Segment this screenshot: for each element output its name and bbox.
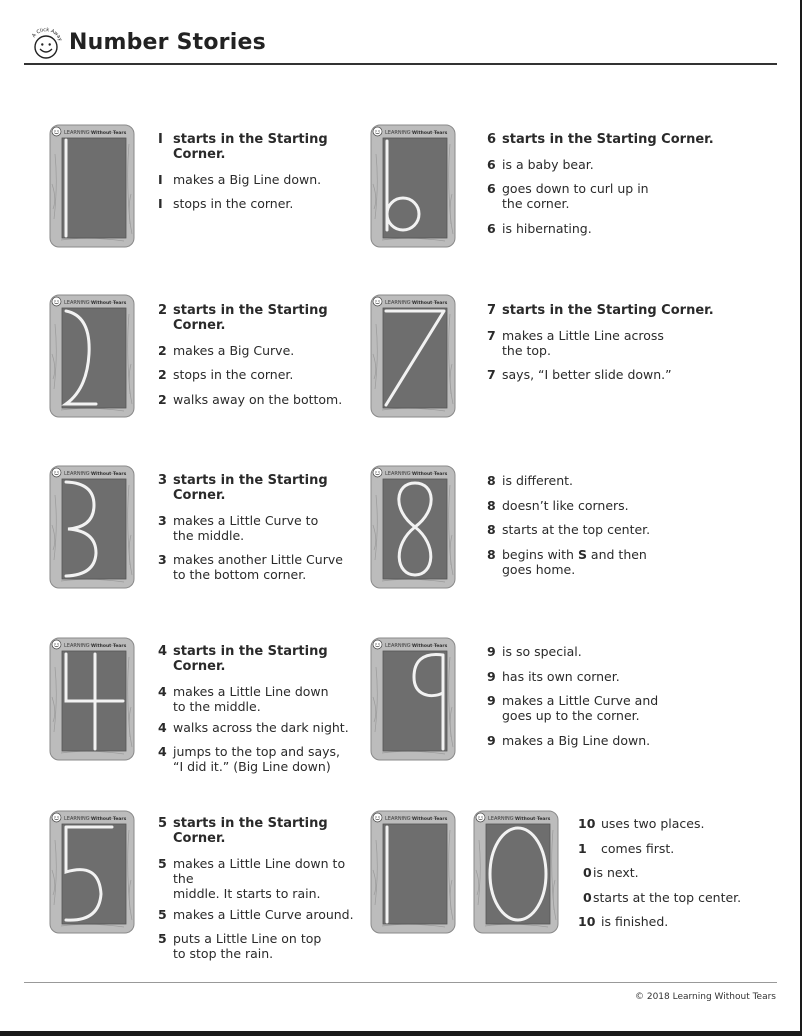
slate-brand-label: LEARNING <box>488 816 514 822</box>
story-numeral: 9 <box>487 732 496 748</box>
story-text: starts in the Starting Corner. <box>173 644 328 674</box>
slate-numeral-5 <box>49 810 135 934</box>
slate-illustration <box>49 124 135 248</box>
story-text: walks across the dark night. <box>173 719 349 735</box>
slate-numeral-1 <box>49 124 135 248</box>
story-line <box>578 841 778 856</box>
story-numeral: 2 <box>158 367 167 382</box>
story-text: to the bottom corner. <box>173 567 307 582</box>
story-numeral-6 <box>487 132 727 245</box>
story-line <box>578 914 778 929</box>
slate-illustration <box>49 637 135 761</box>
header-divider <box>24 63 777 65</box>
story-numeral: 5 <box>158 855 167 871</box>
slate-illustration <box>370 810 456 934</box>
story-text: to the middle. <box>173 698 261 714</box>
story-numeral: 9 <box>487 644 496 659</box>
story-numeral-5 <box>158 816 368 971</box>
story-line <box>487 328 727 358</box>
story-numeral: 4 <box>158 744 167 759</box>
story-text: makes a Little Line across <box>502 327 664 343</box>
story-line <box>487 644 727 659</box>
story-numeral: 2 <box>158 391 167 407</box>
story-line <box>578 865 778 880</box>
story-numeral-7 <box>487 303 727 392</box>
story-text: the middle. <box>173 527 245 543</box>
story-numeral: I <box>158 171 163 187</box>
slate-brand-label: Without Tears <box>412 644 448 649</box>
story-line <box>487 522 727 537</box>
story-line <box>487 367 727 382</box>
svg-text:A Click Away: A Click Away <box>31 27 64 43</box>
slate-brand-label: LEARNING <box>385 471 411 477</box>
story-line <box>158 343 358 358</box>
slate-numeral-10-digit-1 <box>370 810 456 934</box>
story-line <box>158 931 368 961</box>
slate-brand-label: LEARNING <box>64 816 90 822</box>
slate-numeral-6 <box>370 124 456 248</box>
story-numeral: I <box>158 132 163 147</box>
story-line <box>158 132 358 162</box>
story-numeral-1 <box>158 132 358 221</box>
story-text: uses two places. <box>601 816 705 831</box>
slate-brand-label: LEARNING <box>64 643 90 649</box>
slate-numeral-4 <box>49 637 135 761</box>
slate-brand-label: Without Tears <box>91 817 127 822</box>
story-text: is different. <box>502 473 574 488</box>
story-text: makes a Little Curve and <box>502 693 659 708</box>
story-line <box>487 132 727 147</box>
story-line <box>578 816 778 831</box>
story-line <box>158 644 358 674</box>
story-numeral: 7 <box>487 303 497 318</box>
slate-illustration <box>473 810 559 934</box>
story-numeral: 3 <box>158 512 167 528</box>
story-numeral-4 <box>158 644 358 784</box>
story-line <box>487 473 727 488</box>
story-line <box>578 890 778 905</box>
story-text: starts in the Starting Corner. <box>502 132 714 147</box>
story-numeral: 7 <box>487 367 496 382</box>
story-text: makes another Little Curve <box>173 552 343 567</box>
story-text: makes a Big Curve. <box>173 342 295 358</box>
slate-illustration <box>370 637 456 761</box>
story-numeral: 2 <box>158 303 168 318</box>
story-text: starts in the Starting Corner. <box>173 303 328 333</box>
story-numeral: 8 <box>487 522 496 537</box>
story-line <box>487 221 727 236</box>
slate-numeral-2 <box>49 294 135 418</box>
page-header <box>24 24 777 64</box>
story-numeral: 4 <box>158 683 167 699</box>
footer-divider <box>24 982 777 983</box>
story-text: comes first. <box>601 840 675 856</box>
story-line <box>487 498 727 513</box>
story-text: has its own corner. <box>502 668 620 684</box>
story-numeral: 9 <box>487 693 496 708</box>
slate-numeral-3 <box>49 465 135 589</box>
slate-brand-label: LEARNING <box>64 130 90 136</box>
story-line <box>158 513 358 543</box>
story-text: starts in the Starting Corner. <box>173 816 328 846</box>
slate-brand-label: LEARNING <box>385 300 411 306</box>
story-text: starts at the top center. <box>593 889 742 905</box>
slate-brand-label: Without Tears <box>91 644 127 649</box>
story-text: says, “I better slide down.” <box>502 367 672 382</box>
slate-brand-label: Without Tears <box>412 472 448 477</box>
story-line <box>158 473 358 503</box>
story-line <box>158 172 358 187</box>
slate-numeral-8 <box>370 465 456 589</box>
story-numeral: 3 <box>158 473 168 488</box>
page-border-bottom <box>0 1031 802 1036</box>
story-text: goes up to the corner. <box>502 708 640 723</box>
slate-numeral-10-digit-0 <box>473 810 559 934</box>
smiley-face-icon <box>28 26 64 62</box>
story-text: begins with S and then <box>502 546 647 562</box>
story-numeral: 0 <box>583 865 592 880</box>
story-numeral: 3 <box>158 552 167 567</box>
story-text: makes a Little Curve to <box>173 512 319 528</box>
story-line <box>158 303 358 333</box>
story-line <box>158 196 358 211</box>
story-numeral: 6 <box>487 220 496 236</box>
slate-brand-label: Without Tears <box>91 472 127 477</box>
slate-brand-label: LEARNING <box>64 471 90 477</box>
story-numeral-9 <box>487 644 727 757</box>
slate-illustration <box>370 465 456 589</box>
story-text: to stop the rain. <box>173 946 274 961</box>
slate-illustration <box>49 294 135 418</box>
story-numeral-2 <box>158 303 358 416</box>
story-text: is hibernating. <box>502 220 592 236</box>
story-line <box>158 552 358 582</box>
story-numeral: 10 <box>578 816 596 831</box>
story-text: stops in the corner. <box>173 367 294 382</box>
story-line <box>158 720 358 735</box>
story-numeral: 4 <box>158 644 168 659</box>
story-numeral: 9 <box>487 668 496 684</box>
story-text: jumps to the top and says, <box>173 744 341 759</box>
story-numeral: 6 <box>487 181 496 196</box>
story-text: the top. <box>502 342 551 358</box>
story-text: is next. <box>593 865 639 880</box>
story-numeral: 6 <box>487 156 496 172</box>
story-text: the corner. <box>502 196 570 211</box>
story-line <box>158 684 358 714</box>
story-text: middle. It starts to rain. <box>173 885 321 901</box>
slate-brand-label: Without Tears <box>412 301 448 306</box>
story-line <box>158 907 368 922</box>
slate-brand-label: Without Tears <box>91 131 127 136</box>
story-text: is a baby bear. <box>502 156 594 172</box>
story-text: makes a Little Curve around. <box>173 906 354 922</box>
story-numeral: 8 <box>487 546 496 562</box>
story-text: stops in the corner. <box>173 196 294 211</box>
story-line <box>158 816 368 846</box>
story-numeral: 8 <box>487 473 496 488</box>
slate-brand-label: Without Tears <box>515 817 551 822</box>
slate-brand-label: LEARNING <box>64 300 90 306</box>
slate-brand-label: LEARNING <box>385 816 411 822</box>
story-numeral: 6 <box>487 132 497 147</box>
slate-brand-label: Without Tears <box>412 131 448 136</box>
story-line <box>487 669 727 684</box>
story-line <box>487 547 727 577</box>
story-numeral: 7 <box>487 327 496 343</box>
slate-illustration <box>370 294 456 418</box>
story-numeral: 10 <box>578 914 596 929</box>
story-text: makes a Little Line down to the <box>173 855 346 886</box>
story-text: starts in the Starting Corner. <box>502 303 714 318</box>
story-line <box>487 303 727 318</box>
story-numeral: 1 <box>578 840 587 856</box>
story-text: makes a Big Line down. <box>173 171 322 187</box>
story-line <box>487 181 727 211</box>
slate-brand-label: LEARNING <box>385 643 411 649</box>
story-numeral: 5 <box>158 931 167 946</box>
story-numeral: I <box>158 196 163 211</box>
copyright-text: © 2018 Learning Without Tears <box>634 992 776 1002</box>
story-text: starts in the Starting Corner. <box>173 473 328 503</box>
story-text: makes a Little Line down <box>173 683 329 699</box>
story-text: starts at the top center. <box>502 522 651 537</box>
story-text: walks away on the bottom. <box>173 391 343 407</box>
story-numeral: 2 <box>158 342 167 358</box>
story-numeral: 5 <box>158 816 168 831</box>
story-line <box>158 392 358 407</box>
story-text: starts in the Starting Corner. <box>173 132 328 162</box>
story-numeral-10 <box>578 816 778 939</box>
story-text: “I did it.” (Big Line down) <box>173 759 331 774</box>
slate-illustration <box>49 810 135 934</box>
story-numeral-8 <box>487 473 727 586</box>
story-numeral: 0 <box>583 889 592 905</box>
slate-illustration <box>370 124 456 248</box>
story-numeral: 8 <box>487 497 496 513</box>
story-text: makes a Big Line down. <box>502 732 651 748</box>
story-text: is finished. <box>601 914 669 929</box>
slate-numeral-9 <box>370 637 456 761</box>
story-text: is so special. <box>502 644 582 659</box>
slate-brand-label: Without Tears <box>91 301 127 306</box>
story-numeral-3 <box>158 473 358 592</box>
story-line <box>158 744 358 774</box>
slate-brand-label: LEARNING <box>385 130 411 136</box>
story-text: goes home. <box>502 561 576 577</box>
story-line <box>487 733 727 748</box>
story-text: puts a Little Line on top <box>173 931 322 946</box>
slate-illustration <box>49 465 135 589</box>
story-numeral: 5 <box>158 906 167 922</box>
story-line <box>487 693 727 723</box>
story-text: goes down to curl up in <box>502 181 649 196</box>
slate-brand-label: Without Tears <box>412 817 448 822</box>
story-numeral: 4 <box>158 719 167 735</box>
story-line <box>487 157 727 172</box>
story-line <box>158 367 358 382</box>
page-title: Number Stories <box>69 30 266 55</box>
story-text: doesn’t like corners. <box>502 497 629 513</box>
slate-numeral-7 <box>370 294 456 418</box>
story-line <box>158 856 368 901</box>
